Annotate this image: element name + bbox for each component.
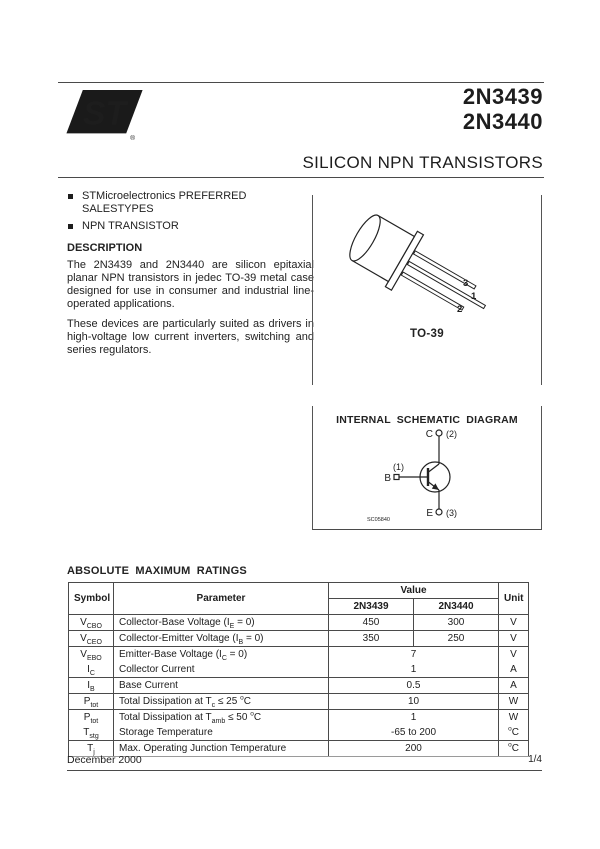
emitter-arrow (432, 483, 439, 490)
base-terminal (394, 475, 399, 480)
unit-cell: W (499, 710, 529, 726)
unit-cell: $^o$C (499, 725, 529, 741)
footer-date: December 2000 (67, 754, 142, 766)
st-logo-text: ST (82, 94, 126, 133)
parameter-cell: Total Dissipation at $T_c \le 25$ $^o$C (114, 694, 329, 710)
col-header-parameter: Parameter (114, 583, 329, 615)
package-pin-label: 2 (457, 304, 463, 315)
value-cell: 0.5 (329, 678, 499, 694)
col-header-value: Value (329, 583, 499, 599)
schematic-box (312, 406, 542, 530)
bullet-square-icon (68, 194, 73, 199)
symbol-cell: $I_C$ (69, 662, 114, 678)
symbol-cell: $T_j$ (69, 741, 114, 757)
parameter-cell: Collector-Base Voltage $(I_E = 0)$ (114, 615, 329, 631)
unit-cell: V (499, 631, 529, 647)
parameter-cell: Collector-Emitter Voltage $(I_B = 0)$ (114, 631, 329, 647)
col-header-unit: Unit (499, 583, 529, 615)
bullet-square-icon (68, 224, 73, 229)
registered-mark: ® (130, 135, 136, 143)
parameter-cell: Total Dissipation at $T_{amb} \le 50$ $^o$C (114, 710, 329, 726)
emitter-terminal (436, 509, 442, 515)
value-cell-2n3440: 300 (414, 615, 499, 631)
unit-cell: A (499, 678, 529, 694)
to39-package-drawing (313, 195, 541, 385)
col-header-symbol: Symbol (69, 583, 114, 615)
ratings-table-row (69, 710, 529, 726)
header-top-rule (58, 82, 544, 83)
parameter-cell: Collector Current (114, 662, 329, 678)
emitter-pin: (3) (446, 508, 457, 518)
description-paragraph: These devices are particularly suited as drivers in high-voltage low current inverters, switching and series regulators. (67, 317, 314, 356)
collector-terminal (436, 430, 442, 436)
ratings-table-header (69, 583, 529, 615)
symbol-cell: $P_{tot}$ (69, 710, 114, 726)
part-number-primary: 2N3439 (462, 84, 543, 109)
feature-item (67, 190, 297, 216)
document-title: SILICON NPN TRANSISTORS (302, 153, 543, 172)
value-cell: 7 (329, 647, 499, 663)
symbol-cell: $V_{EBO}$ (69, 647, 114, 663)
value-cell-2n3440: 250 (414, 631, 499, 647)
symbol-cell: $V_{CEO}$ (69, 631, 114, 647)
package-box (312, 195, 542, 385)
col-header-2n3439: 2N3439 (329, 599, 414, 615)
feature-item (67, 220, 297, 233)
collector-diagonal (429, 464, 440, 472)
description-heading: DESCRIPTION (67, 242, 143, 254)
part-number-secondary: 2N3440 (462, 109, 543, 135)
footer (67, 754, 542, 766)
ratings-table-row (69, 694, 529, 710)
schematic-code: SC05840 (367, 517, 390, 523)
features-list (67, 190, 297, 238)
title-rule (58, 177, 544, 178)
unit-cell: A (499, 662, 529, 678)
package-name: TO-39 (410, 328, 444, 340)
package-pin-label: 1 (471, 291, 477, 302)
value-cell-2n3439: 450 (329, 615, 414, 631)
unit-cell: W (499, 694, 529, 710)
parameter-cell: Emitter-Base Voltage $(I_C = 0)$ (114, 647, 329, 663)
value-cell: 1 (329, 710, 499, 726)
package-pin-label: 3 (463, 278, 469, 289)
ratings-heading: ABSOLUTE MAXIMUM RATINGS (67, 565, 247, 577)
value-cell: 10 (329, 694, 499, 710)
ratings-table-row (69, 647, 529, 663)
symbol-cell: $P_{tot}$ (69, 694, 114, 710)
footer-rule (67, 770, 542, 771)
unit-cell: V (499, 615, 529, 631)
ratings-table (68, 582, 529, 757)
footer-page-number: 1/4 (528, 754, 542, 765)
st-logo (66, 89, 144, 143)
base-pin: (1) (393, 462, 404, 472)
schematic-title: INTERNAL SCHEMATIC DIAGRAM (336, 414, 518, 426)
ratings-table-row (69, 678, 529, 694)
ratings-table-row (69, 615, 529, 631)
value-cell-2n3439: 350 (329, 631, 414, 647)
description-paragraph: The 2N3439 and 2N3440 are silicon epitaxial planar NPN transistors in jedec TO-39 metal case designed for use in consumer and industrial line-operated applications. (67, 258, 314, 310)
symbol-cell: $V_{CBO}$ (69, 615, 114, 631)
feature-text: STMicroelectronics PREFERRED SALESTYPES (82, 190, 247, 216)
parameter-cell: Storage Temperature (114, 725, 329, 741)
base-label: B (384, 473, 391, 484)
ratings-table-row (69, 631, 529, 647)
unit-cell: V (499, 647, 529, 663)
symbol-cell: $T_{stg}$ (69, 725, 114, 741)
ratings-table-row (69, 725, 529, 741)
col-header-2n3440: 2N3440 (414, 599, 499, 615)
collector-pin: (2) (446, 429, 457, 439)
description-section (67, 242, 314, 364)
emitter-label: E (426, 508, 433, 519)
parameter-cell: Max. Operating Junction Temperature (114, 741, 329, 757)
npn-transistor-symbol (313, 406, 541, 529)
collector-label: C (425, 429, 433, 440)
parameter-cell: Base Current (114, 678, 329, 694)
value-cell: 200 (329, 741, 499, 757)
symbol-cell: $I_B$ (69, 678, 114, 694)
feature-text: NPN TRANSISTOR (82, 220, 179, 233)
unit-cell: $^o$C (499, 741, 529, 757)
ratings-table-row (69, 662, 529, 678)
value-cell: -65 to 200 (329, 725, 499, 741)
ratings-table-body (69, 615, 529, 757)
value-cell: 1 (329, 662, 499, 678)
part-numbers (463, 84, 543, 135)
